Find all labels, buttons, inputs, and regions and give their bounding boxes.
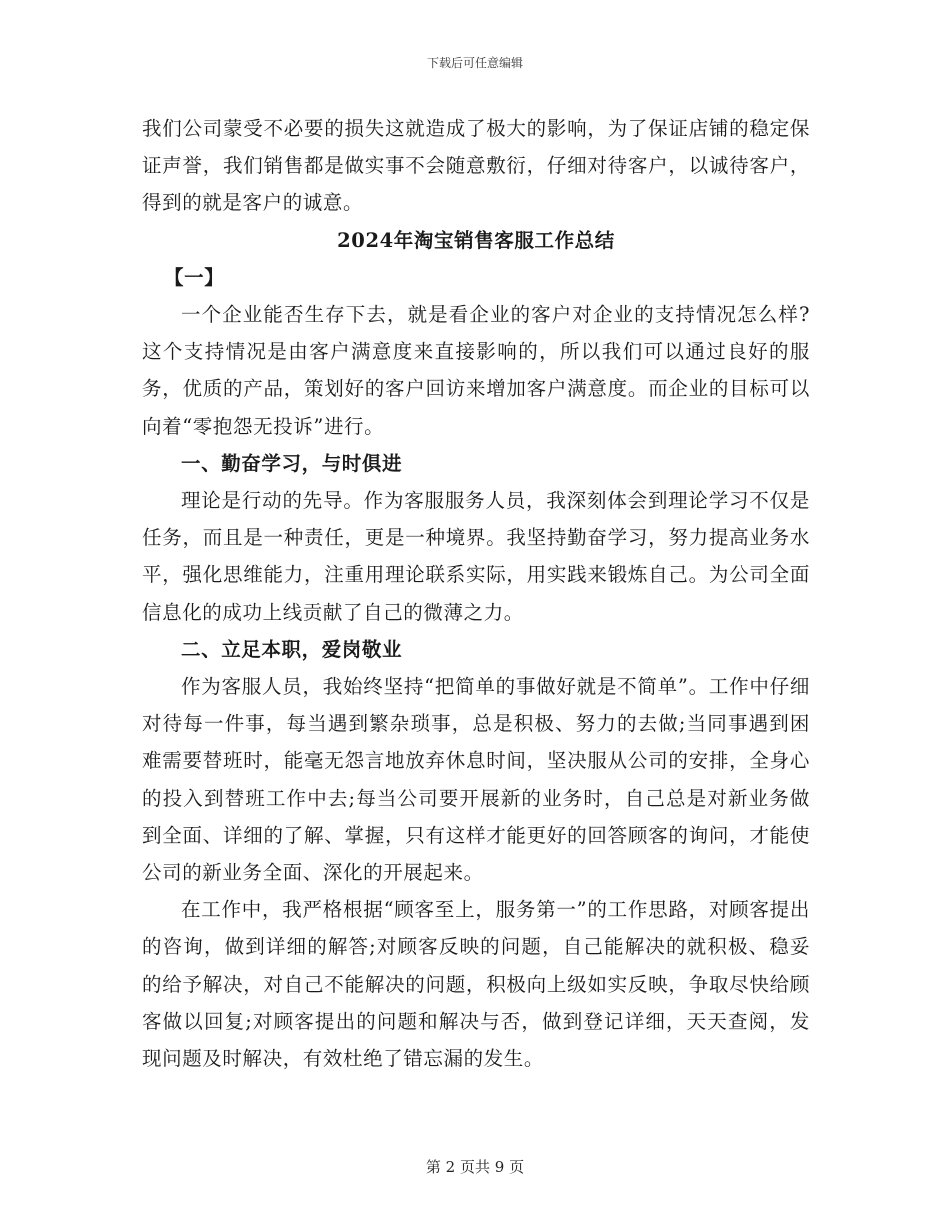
section-paragraph: 在工作中，我严格根据“顾客至上，服务第一”的工作思路，对顾客提出的咨询，做到详细的解答;对顾客反映的问题，自己能解决的就积极、稳妥的给予解决，对自己不能解决的问题，积极向上级如实反映，争取尽快给顾客做以回复;对顾客提出的问题和解决与否，做到登记详细，天天查阅，发现问题及时解决，有效杜绝了错忘漏的发生。 bbox=[142, 898, 810, 1071]
section-paragraph: 作为客服人员，我始终坚持“把简单的事做好就是不简单”。工作中仔细对待每一件事，每当遇到繁杂琐事，总是积极、努力的去做;当同事遇到困难需要替班时，能毫无怨言地放弃休息时间，坚决服从公司的安排，全身心的投入到替班工作中去;每当公司要开展新的业务时，自己总是对新业务做到全面、详细的了解、掌握，只有这样才能更好的回答顾客的询问，才能使公司的新业务全面、深化的开展起来。 bbox=[142, 675, 810, 885]
intro-paragraph: 我们公司蒙受不必要的损失这就造成了极大的影响，为了保证店铺的稳定保证声誉，我们销售都是做实事不会随意敷衍，仔细对待客户，以诚待客户，得到的就是客户的诚意。 bbox=[142, 117, 810, 215]
page-number: 第 2 页共 9 页 bbox=[425, 1158, 525, 1176]
document-title: 2024年淘宝销售客服工作总结 bbox=[337, 228, 615, 252]
opening-paragraph: 一个企业能否生存下去，就是看企业的客户对企业的支持情况怎么样?这个支持情况是由客户满意度来直接影响的，所以我们可以通过良好的服务，优质的产品，策划好的客户回访来增加客户满意度。而企业的目标可以向着“零抱怨无投诉”进行。 bbox=[142, 303, 810, 438]
section-heading: 二、立足本职，爱岗敬业 bbox=[181, 637, 403, 661]
part-label: 【一】 bbox=[164, 265, 225, 289]
section-heading: 一、勤奋学习，与时俱进 bbox=[181, 451, 403, 475]
document-body bbox=[142, 110, 810, 1077]
section-paragraph: 理论是行动的先导。作为客服服务人员，我深刻体会到理论学习不仅是任务，而且是一种责任，更是一种境界。我坚持勤奋学习，努力提高业务水平，强化思维能力，注重用理论联系实际，用实践来锻炼自己。为公司全面信息化的成功上线贡献了自己的微薄之力。 bbox=[142, 489, 810, 624]
page-header: 下载后可任意编辑 bbox=[426, 56, 523, 70]
